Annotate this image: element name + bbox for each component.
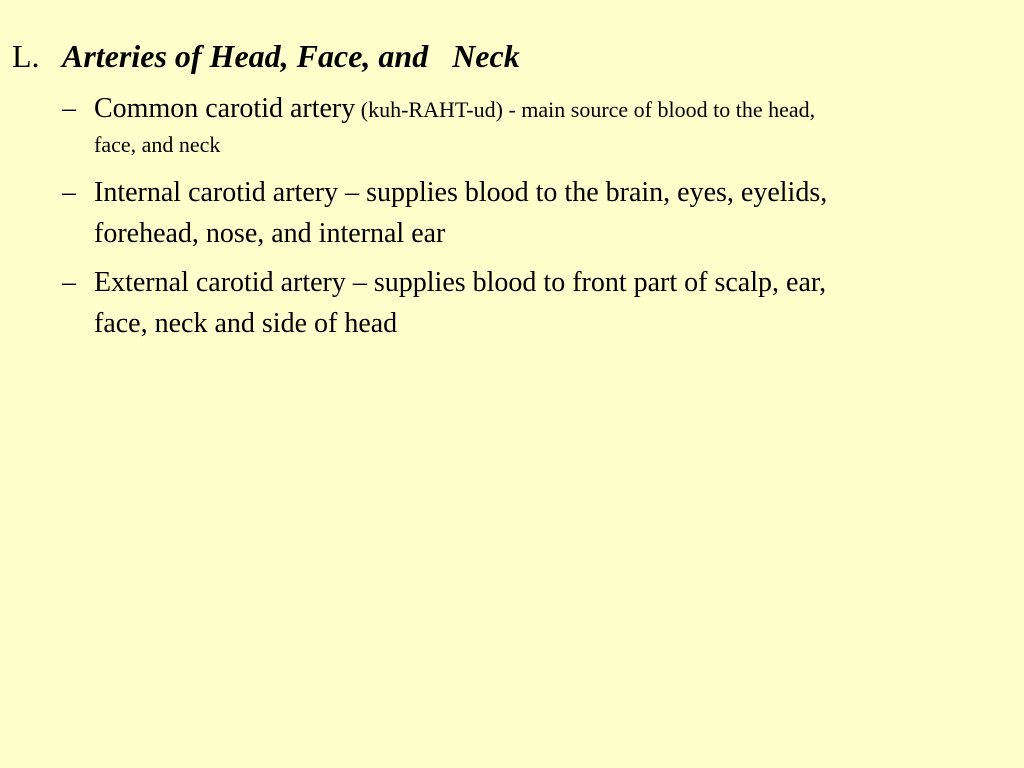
bullet-external-carotid bbox=[62, 262, 852, 344]
slide-title: Arteries of Head, Face, and Neck bbox=[62, 38, 520, 74]
bullet-list bbox=[62, 92, 852, 352]
bullet-common-carotid bbox=[62, 92, 852, 162]
bullet-dash: – bbox=[62, 177, 76, 208]
bullet-internal-carotid bbox=[62, 172, 852, 254]
bullet-dash: – bbox=[62, 267, 76, 298]
bullet-dash: – bbox=[62, 93, 76, 124]
outline-marker: L. bbox=[12, 38, 40, 74]
bullet-text: External carotid artery – supplies blood to front part of scalp, ear, face, neck and side of head bbox=[94, 267, 827, 339]
slide-heading bbox=[12, 36, 520, 76]
bullet-term: Common carotid artery bbox=[94, 93, 356, 124]
bullet-text: Internal carotid artery – supplies blood to the brain, eyes, eyelids, forehead, nose, and internal ear bbox=[94, 177, 828, 249]
bullet-detail: (kuh-RAHT-ud) - main source of blood to the head, face, and neck bbox=[94, 97, 816, 157]
